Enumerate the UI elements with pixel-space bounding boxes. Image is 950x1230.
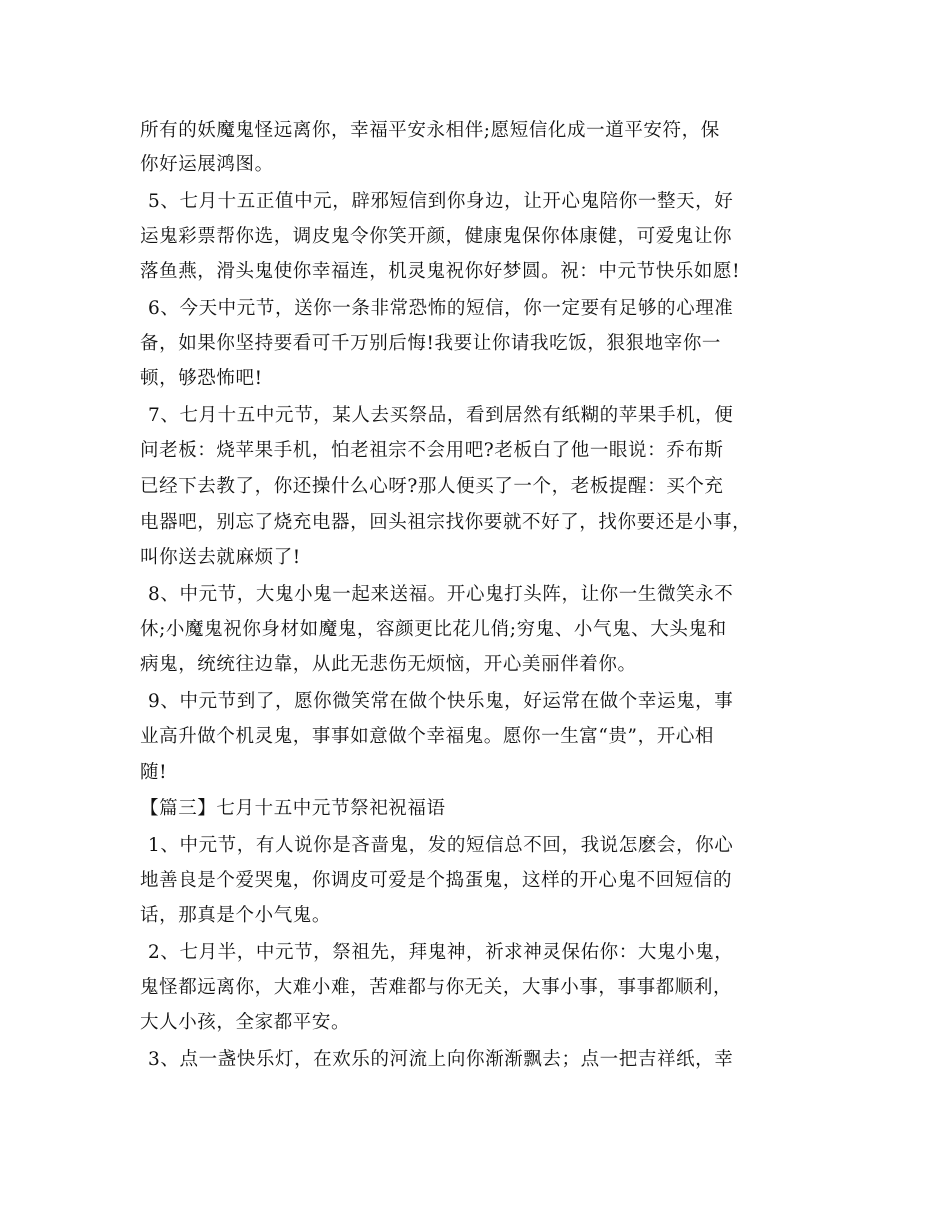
text-line: 3、点一盏快乐灯，在欢乐的河流上向你渐渐飘去；点一把吉祥纸，幸 <box>148 1049 734 1070</box>
text-line: 1、中元节，有人说你是吝啬鬼，发的短信总不回，我说怎麽会，你心 <box>148 835 734 856</box>
text-line: 鬼怪都远离你，大难小难，苦难都与你无关，大事小事，事事都顺利， <box>140 977 733 998</box>
text-line: 所有的妖魔鬼怪远离你，幸福平安永相伴;愿短信化成一道平安符，保 <box>140 120 720 141</box>
text-line: 9、中元节到了，愿你微笑常在做个快乐鬼，好运常在做个幸运鬼，事 <box>148 691 734 712</box>
text-line: 顿，够恐怖吧! <box>140 368 263 389</box>
text-line: 大人小孩，全家都平安。 <box>140 1012 351 1033</box>
text-line: 落鱼燕，滑头鬼使你幸福连，机灵鬼祝你好梦圆。祝：中元节快乐如愿! <box>140 261 741 282</box>
text-line: 叫你送去就麻烦了! <box>140 547 301 568</box>
text-line: 病鬼，统统往边靠，从此无悲伤无烦恼，开心美丽伴着你。 <box>140 654 637 675</box>
text-line: 话，那真是个小气鬼。 <box>140 905 332 926</box>
text-line: 5、七月十五正值中元，辟邪短信到你身边，让开心鬼陪你一整天，好 <box>148 191 734 212</box>
text-line: 问老板：烧苹果手机，怕老祖宗不会用吧?老板白了他一眼说：乔布斯 <box>140 440 724 461</box>
text-line: 随! <box>140 762 168 783</box>
text-line: 休;小魔鬼祝你身材如魔鬼，容颜更比花儿俏;穷鬼、小气鬼、大头鬼和 <box>140 619 727 640</box>
text-line: 2、七月半，中元节，祭祖先，拜鬼神，祈求神灵保佑你：大鬼小鬼， <box>148 942 734 963</box>
text-line: 你好运展鸿图。 <box>140 154 274 175</box>
section-heading: 【篇三】七月十五中元节祭祀祝福语 <box>140 798 446 819</box>
text-line: 地善良是个爱哭鬼，你调皮可爱是个捣蛋鬼，这样的开心鬼不回短信的 <box>140 870 733 891</box>
text-line: 8、中元节，大鬼小鬼一起来送福。开心鬼打头阵，让你一生微笑永不 <box>148 584 734 605</box>
text-line: 备，如果你坚持要看可千万别后悔!我要让你请我吃饭，狠狠地宰你一 <box>140 333 722 354</box>
text-line: 7、七月十五中元节，某人去买祭品，看到居然有纸糊的苹果手机，便 <box>148 405 734 426</box>
text-line: 运鬼彩票帮你选，调皮鬼令你笑开颜，健康鬼保你体康健，可爱鬼让你 <box>140 226 733 247</box>
text-line: 电器吧，别忘了烧充电器，回头祖宗找你要就不好了，找你要还是小事， <box>140 512 752 533</box>
text-line: 6、今天中元节，送你一条非常恐怖的短信，你一定要有足够的心理准 <box>148 298 734 319</box>
text-line: 已经下去教了，你还操什么心呀?那人便买了一个，老板提醒：买个充 <box>140 476 724 497</box>
text-line: 业高升做个机灵鬼，事事如意做个幸福鬼。愿你一生富“贵”，开心相 <box>140 726 715 747</box>
